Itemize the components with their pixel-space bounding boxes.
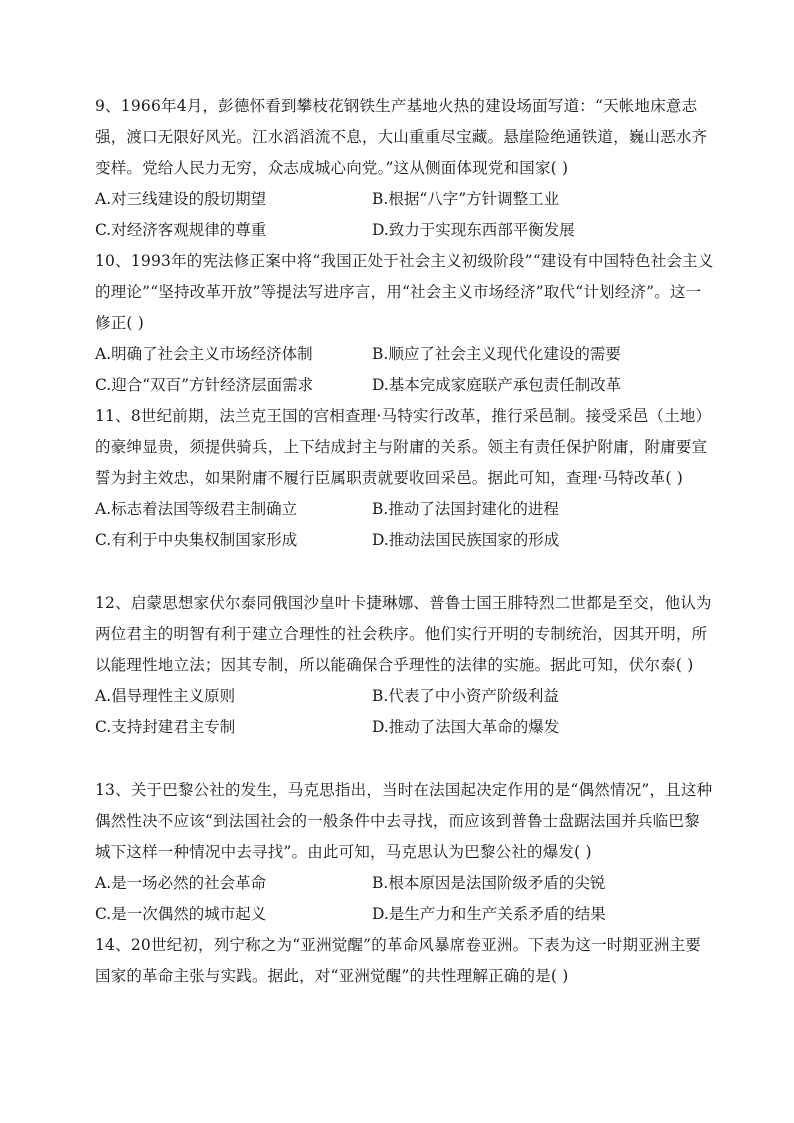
- option-b[interactable]: B.顺应了社会主义现代化建设的需要: [372, 345, 621, 363]
- option-c[interactable]: C.有利于中央集权制国家形成: [95, 531, 298, 549]
- question-10: [95, 246, 715, 401]
- question-stem: 11、8世纪前期，法兰克王国的宫相查理·马特实行改革，推行采邑制。接受采邑（土地）的豪绅显贵，须提供骑兵，上下结成封主与附庸的关系。领主有责任保护附庸，附庸要宣誓为封主效忠，如果附庸不履行臣属职责就要收回采邑。据此可知，查理·马特改革( ): [95, 407, 712, 487]
- option-d[interactable]: D.基本完成家庭联产承包责任制改革: [372, 376, 622, 394]
- question-9: [95, 91, 715, 246]
- option-d[interactable]: D.致力于实现东西部平衡发展: [372, 221, 575, 239]
- option-c[interactable]: C.是一次偶然的城市起义: [95, 905, 267, 923]
- question-14: [95, 930, 715, 992]
- question-stem: 13、关于巴黎公社的发生，马克思指出，当时在法国起决定作用的是“偶然情况”，且这种偶然性决不应该“到法国社会的一般条件中去寻找，而应该到普鲁士盘踞法国并兵临巴黎城下这样一种情况中去寻找”。由此可知，马克思认为巴黎公社的爆发( ): [95, 781, 713, 861]
- question-stem: 14、20世纪初，列宁称之为“亚洲觉醒”的革命风暴席卷亚洲。下表为这一时期亚洲主要国家的革命主张与实践。据此，对“亚洲觉醒”的共性理解正确的是( ): [95, 936, 701, 985]
- question-13: [95, 775, 715, 930]
- option-c[interactable]: C.迎合“双百”方针经济层面需求: [95, 376, 314, 394]
- option-d[interactable]: D.是生产力和生产关系矛盾的结果: [372, 905, 606, 923]
- question-stem: 9、1966年4月，彭德怀看到攀枝花钢铁生产基地火热的建设场面写道：“天帐地床意志强，渡口无限好风光。江水滔滔流不息，大山重重尽宝藏。悬崖险绝通铁道，巍山恶水齐变样。党给人民力无穷，众志成城心向党。”这从侧面体现党和国家( ): [95, 97, 708, 177]
- answer-options: [95, 868, 715, 930]
- option-b[interactable]: B.代表了中小资产阶级利益: [372, 687, 559, 705]
- answer-options: [95, 494, 715, 556]
- option-a[interactable]: A.明确了社会主义市场经济体制: [95, 345, 313, 363]
- option-a[interactable]: A.是一场必然的社会革命: [95, 874, 267, 892]
- question-11: [95, 401, 715, 556]
- option-d[interactable]: D.推动法国民族国家的形成: [372, 531, 560, 549]
- question-stem: 12、启蒙思想家伏尔泰同俄国沙皇叶卡捷琳娜、普鲁士国王腓特烈二世都是至交，他认为两位君主的明智有利于建立合理性的社会秩序。他们实行开明的专制统治，因其开明，所以能理性地立法；因其专制，所以能确保合乎理性的法律的实施。据此可知，伏尔泰( ): [95, 594, 712, 674]
- option-c[interactable]: C.对经济客观规律的尊重: [95, 221, 267, 239]
- option-d[interactable]: D.推动了法国大革命的爆发: [372, 718, 560, 736]
- answer-options: [95, 681, 715, 743]
- answer-options: [95, 339, 715, 401]
- answer-options: [95, 184, 715, 246]
- option-c[interactable]: C.支持封建君主专制: [95, 718, 236, 736]
- option-a[interactable]: A.标志着法国等级君主制确立: [95, 500, 298, 518]
- question-12: [95, 588, 715, 743]
- option-b[interactable]: B.根本原因是法国阶级矛盾的尖锐: [372, 874, 606, 892]
- question-stem: 10、1993年的宪法修正案中将“我国正处于社会主义初级阶段”“建设有中国特色社会主义的理论”“坚持改革开放”等提法写进序言，用“社会主义市场经济”取代“计划经济”。这一修正( ): [95, 252, 714, 332]
- option-a[interactable]: A.倡导理性主义原则: [95, 687, 236, 705]
- option-b[interactable]: B.推动了法国封建化的进程: [372, 500, 559, 518]
- option-a[interactable]: A.对三线建设的殷切期望: [95, 190, 267, 208]
- option-b[interactable]: B.根据“八字”方针调整工业: [372, 190, 560, 208]
